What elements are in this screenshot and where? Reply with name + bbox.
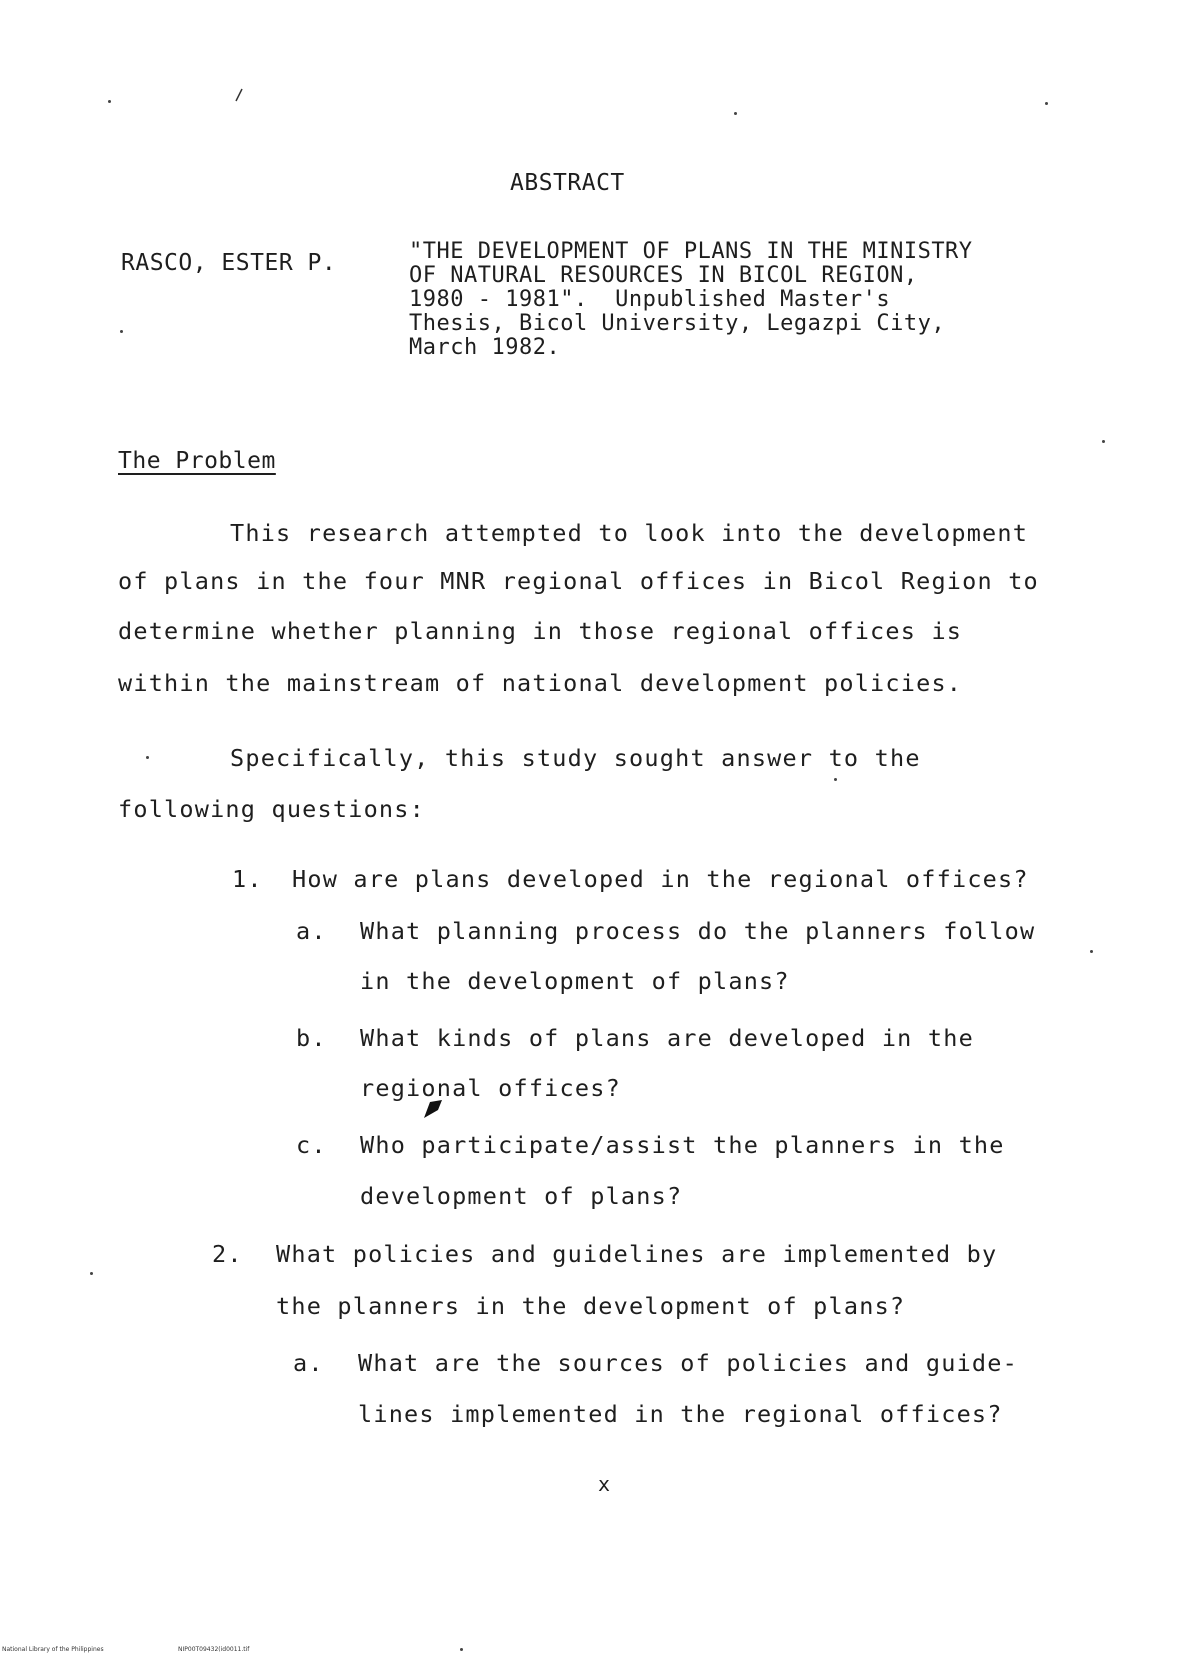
citation-line: "THE DEVELOPMENT OF PLANS IN THE MINISTRY bbox=[409, 239, 973, 264]
question-1a-label: a. bbox=[296, 917, 327, 945]
question-1c-label: c. bbox=[296, 1131, 327, 1159]
citation-line: March 1982. bbox=[409, 335, 561, 360]
ink-blot-mark bbox=[420, 1098, 444, 1122]
question-1b-line: What kinds of plans are developed in the bbox=[360, 1024, 974, 1052]
question-1a-line: What planning process do the planners follow bbox=[360, 917, 1036, 945]
citation-line: Thesis, Bicol University, Legazpi City, bbox=[409, 311, 946, 336]
question-2a-line: What are the sources of policies and guide- bbox=[358, 1349, 1018, 1377]
scan-speck bbox=[108, 100, 111, 103]
footer-file-id: NIP00T09432(id0011.tif bbox=[178, 1646, 250, 1653]
question-1a-line: in the development of plans? bbox=[360, 967, 790, 995]
question-1-number: 1. bbox=[232, 865, 263, 893]
question-2-line: the planners in the development of plans? bbox=[276, 1292, 906, 1320]
scan-speck bbox=[120, 330, 123, 333]
footer-library-credit: National Library of the Philippines bbox=[2, 1646, 104, 1653]
question-2a-label: a. bbox=[293, 1349, 324, 1377]
scan-speck bbox=[146, 756, 149, 759]
paragraph1-line: This research attempted to look into the development bbox=[230, 519, 1029, 547]
author-name: RASCO, ESTER P. bbox=[121, 250, 337, 276]
paragraph1-line: of plans in the four MNR regional offices in Bicol Region to bbox=[118, 567, 1039, 595]
paragraph1-line: within the mainstream of national development policies. bbox=[118, 669, 963, 697]
paragraph1-line: determine whether planning in those regional offices is bbox=[118, 617, 963, 645]
scan-speck bbox=[1045, 102, 1048, 105]
question-1c-line: Who participate/assist the planners in the bbox=[360, 1131, 1005, 1159]
scan-speck bbox=[734, 112, 737, 115]
question-1-text: How are plans developed in the regional offices? bbox=[292, 865, 1029, 893]
question-2a-line: lines implemented in the regional offices? bbox=[358, 1400, 1003, 1428]
citation-line: OF NATURAL RESOURCES IN BICOL REGION, bbox=[409, 263, 918, 288]
abstract-heading: ABSTRACT bbox=[510, 170, 625, 196]
scan-speck bbox=[1090, 950, 1093, 953]
paragraph2-line: Specifically, this study sought answer to the bbox=[230, 744, 921, 772]
question-1c-line: development of plans? bbox=[360, 1182, 683, 1210]
question-2-line: What policies and guidelines are implemented by bbox=[276, 1240, 998, 1268]
question-1b-line: regional offices? bbox=[360, 1074, 621, 1102]
page-number: x bbox=[598, 1472, 611, 1496]
scan-stroke-mark bbox=[234, 88, 244, 102]
section-heading: The Problem bbox=[118, 448, 276, 474]
question-1b-label: b. bbox=[296, 1024, 327, 1052]
scan-speck bbox=[1102, 440, 1105, 443]
paragraph2-line: following questions: bbox=[118, 795, 425, 823]
question-2-number: 2. bbox=[212, 1240, 243, 1268]
scan-speck bbox=[834, 778, 837, 781]
citation-line: 1980 - 1981". Unpublished Master's bbox=[409, 287, 891, 312]
scan-speck bbox=[90, 1272, 93, 1275]
scan-speck bbox=[460, 1648, 463, 1651]
